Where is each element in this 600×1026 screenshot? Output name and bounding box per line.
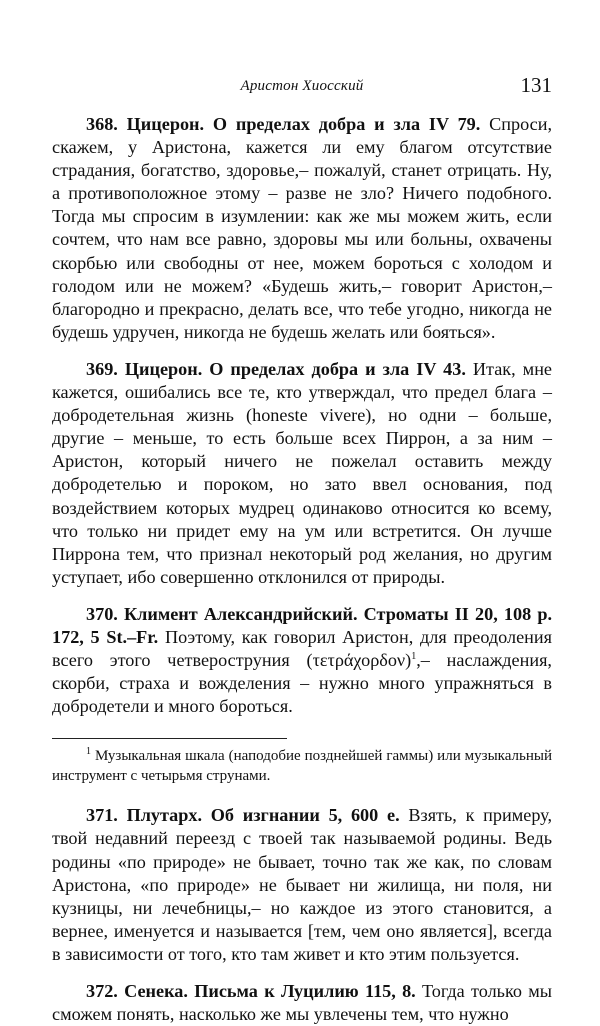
- footnote: [52, 747, 552, 786]
- fragment-372-reference: 372. Сенека. Письма к Луцилию 115, 8.: [86, 981, 416, 1001]
- running-title: Аристон Хиосский: [240, 78, 364, 94]
- footnote-divider: [52, 738, 287, 739]
- fragment-370: [52, 603, 552, 718]
- fragment-370-text-after: ,– наслаждения, скорби, страха и вожделения – нужно много упражняться в добродетели и много бороться.: [52, 650, 552, 717]
- fragment-372-text: Тогда только мы сможем понять, насколько же мы увлечены тем, что нужно: [52, 981, 552, 1025]
- page-number: 131: [520, 73, 552, 97]
- footnote-reference-mark: 1: [411, 651, 417, 662]
- fragment-369-reference: 369. Цицерон. О пределах добра и зла IV 43.: [86, 358, 466, 379]
- fragment-370-reference: 370. Климент Александрийский. Строматы II 20, 108 p. 172, 5 St.–Fr.: [52, 603, 552, 647]
- fragment-368: [52, 113, 552, 344]
- fragment-371: [52, 804, 552, 966]
- fragment-371-text: Взять, к примеру, твой недавний переезд с твоей так называемой родины. Ведь родины «по природе» не бывает, точно так же как, по словам Аристона, «по природе» не бывает ни жилища, ни поля, ни кузницы, ни лечебницы,– но каждое из этого становится, а вернее, именуется и называется [тем, чем оно является], всегда в зависимости от того, кто там живет и кто этим пользуется.: [52, 805, 552, 964]
- running-head: [52, 73, 552, 100]
- fragment-368-reference: 368. Цицерон. О пределах добра и зла IV 79.: [86, 114, 481, 134]
- footnote-mark: 1: [86, 746, 91, 758]
- fragment-368-text: Спроси, скажем, у Аристона, кажется ли ему благом отсутствие страдания, богатство, здоровье,– пожалуй, станет отрицать. Ну, а противоположное этому – разве не зло? Ничего подобного. Тогда мы спросим в изумлении: как же мы можем жить, если сочтем, что нам все равно, здоровы мы или больны, охвачены скорбью или свободны от нее, можем бороться с холодом и голодом или не можем? «Будешь жить,– говорит Аристон,– благородно и прекрасно, делать все, что тебе угодно, никогда не будешь удручен, никогда не будешь желать или бояться».: [52, 114, 553, 342]
- fragment-369: [52, 358, 552, 589]
- fragment-369-text: Итак, мне кажется, ошибались все те, кто утверждал, что предел блага – добродетельная жизнь (honeste vivere), но одни – больше, другие – меньше, то есть больше всех Пиррон, а за ним – Аристон, который ничего не пожелал оставить между добродетелью и пороком, но зато ввел основания, под воздействием которых мудрец одинаково относится ко всему, что только ни придет ему на ум или встретится. Он лучше Пиррона тем, что признал некоторый род желания, но другим уступает, ибо совершенно отклонился от природы.: [52, 358, 552, 587]
- fragment-372: [52, 980, 552, 1026]
- fragment-370-text-before: Поэтому, как говорил Аристон, для преодоления всего этого четвероструния (τετράχορδον): [52, 626, 552, 671]
- footnote-text: Музыкальная шкала (наподобие позднейшей гаммы) или музыкальный инструмент с четырьмя струнами.: [52, 748, 552, 784]
- fragment-371-reference: 371. Плутарх. Об изгнании 5, 600 e.: [86, 805, 400, 826]
- page-body: [52, 113, 552, 1026]
